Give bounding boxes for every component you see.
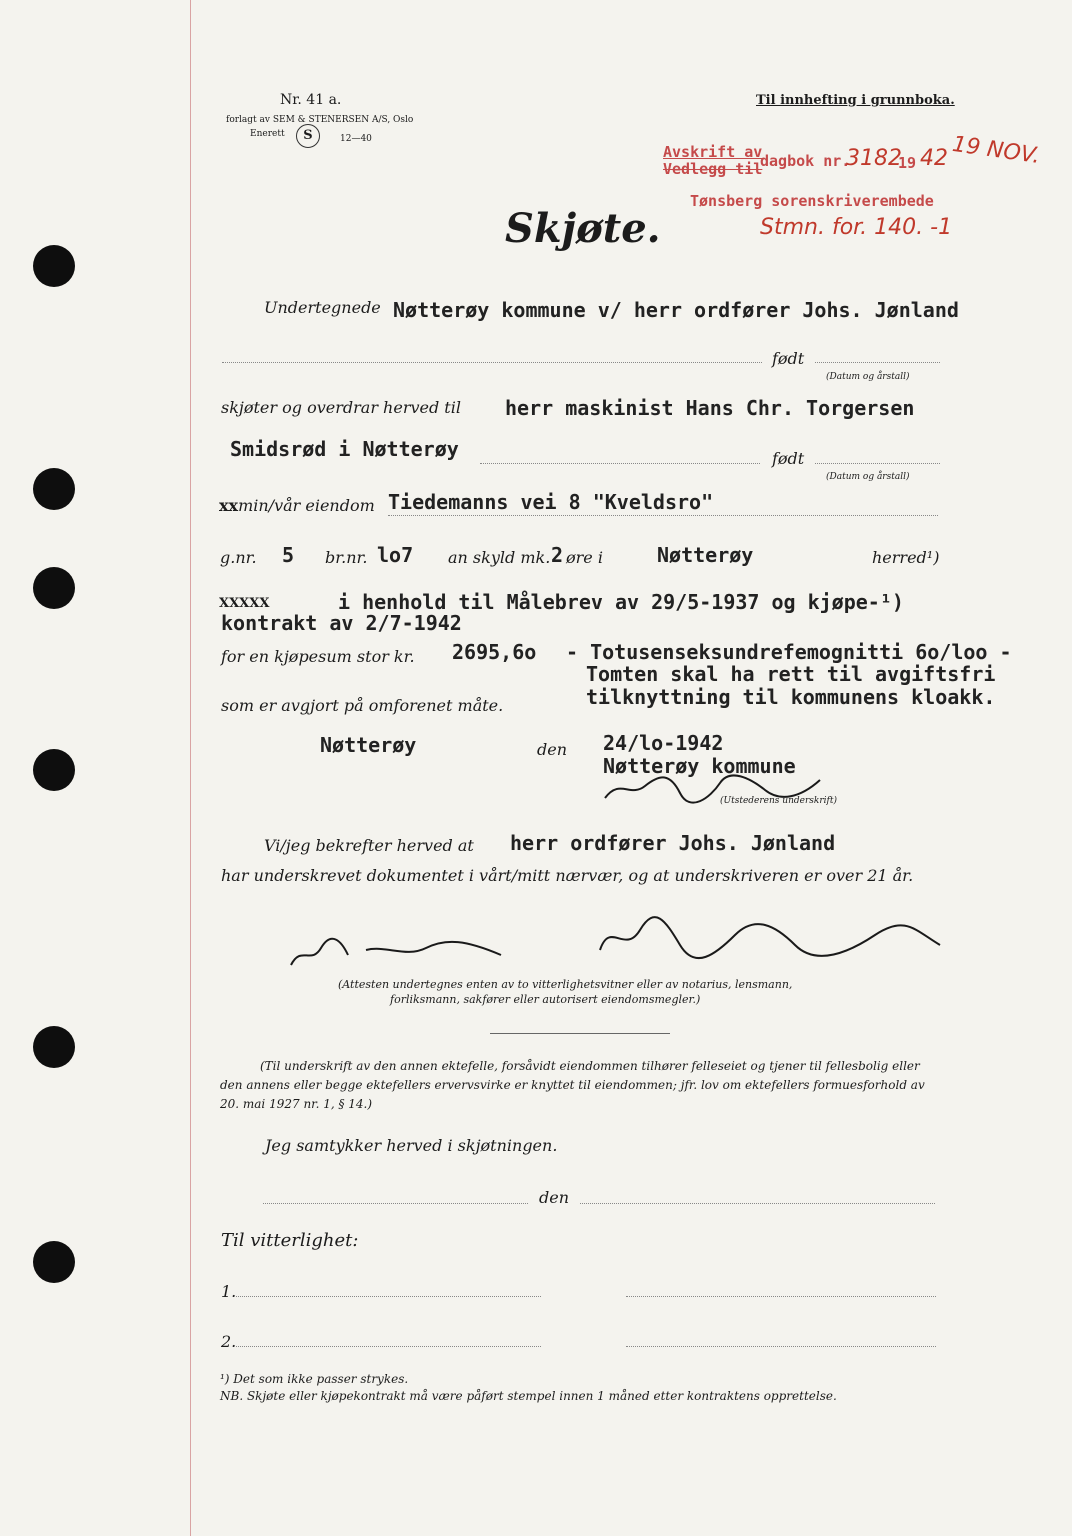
- eiendom-prefix: [219, 496, 375, 515]
- struck-out-text: XXXXX: [219, 596, 270, 611]
- stamp-handwritten-ref: Stmn. for. 140. -1: [760, 215, 953, 240]
- divider: [490, 1033, 670, 1034]
- extra-line1: Tomten skal ha rett til avgiftsfri: [586, 662, 996, 686]
- dotted-line: [263, 1203, 528, 1204]
- skyld-value: 2: [551, 543, 564, 567]
- den-label: den: [537, 740, 568, 759]
- punch-hole: [33, 1026, 75, 1068]
- eiendom-label: min/vår eiendom: [238, 496, 375, 515]
- dotted-line: [236, 1296, 541, 1297]
- kjopesum-label: for en kjøpesum stor kr.: [221, 647, 415, 666]
- datum-caption: (Datum og årstall): [826, 372, 910, 382]
- red-margin-line: [190, 0, 191, 1536]
- dotted-line: [815, 362, 940, 363]
- vitterlighet-label: Til vitterlighet:: [221, 1230, 359, 1251]
- print-code: 12—40: [340, 134, 372, 144]
- den2-label: den: [539, 1188, 570, 1207]
- property-name: Tiedemanns vei 8 "Kveldsro": [388, 490, 714, 514]
- undertegnede-label: Undertegnede: [264, 298, 381, 317]
- form-number: Nr. 41 a.: [280, 92, 342, 108]
- punch-hole: [33, 468, 75, 510]
- har-text: har underskrevet dokumentet i vårt/mitt nærvær, og at underskriveren er over 21 år.: [221, 866, 914, 885]
- publisher: forlagt av SEM & STENERSEN A/S, Oslo: [226, 115, 414, 125]
- witness-signature-2: [595, 910, 945, 975]
- skjoter-label: skjøter og overdrar herved til: [221, 398, 461, 417]
- stamp-office: Tønsberg sorenskriverembede: [690, 192, 934, 210]
- dotted-line: [626, 1346, 936, 1347]
- witness-2-label: 2.: [221, 1332, 237, 1351]
- grunnbok-note: Til innhefting i grunnboka.: [756, 93, 955, 108]
- spouse-note: (Til underskrift av den annen ektefelle, forsåvidt eiendommen tilhører felleseiet og tjener til fellesbolig eller den annens eller begge ektefellers ervervsvirke er knyttet til eiendommen; jfr. lov om ektefellers formuesforhold av 20. mai 1927 nr. 1, § 14.): [220, 1059, 925, 1111]
- kjopesum-words: - Totusenseksundrefemognitti 6o/loo -: [566, 640, 1012, 664]
- punch-hole: [33, 1241, 75, 1283]
- witness-signature-1: [286, 920, 526, 975]
- stamp-date: 19 NOV.: [950, 131, 1042, 170]
- punch-hole: [33, 567, 75, 609]
- buyer-name: herr maskinist Hans Chr. Torgersen: [505, 396, 915, 420]
- avgjort-label: som er avgjort på omforenet måte.: [221, 696, 504, 715]
- document-title: Skjøte.: [505, 205, 661, 252]
- footnote-2: NB. Skjøte eller kjøpekontrakt må være påført stempel innen 1 måned etter kontraktens opprettelse.: [220, 1389, 837, 1403]
- herred-label: herred¹): [872, 548, 940, 567]
- place-value: Nøtterøy: [320, 733, 417, 757]
- fodt2-label: født: [772, 449, 805, 468]
- datum2-caption: (Datum og årstall): [826, 472, 910, 482]
- attest-caption-1: (Attesten undertegnes enten av to vitterlighetsvitner eller av notarius, lensmann,: [338, 978, 793, 991]
- dotted-line: [580, 1203, 935, 1204]
- issuer-value: Nøtterøy kommune: [603, 754, 796, 778]
- punch-hole: [33, 749, 75, 791]
- extra-line2: tilknyttning til kommunens kloakk.: [586, 685, 996, 709]
- henhold-line1: i henhold til Målebrev av 29/5-1937 og kjøpe-¹): [338, 590, 904, 614]
- ore-label: øre i: [566, 548, 603, 567]
- stamp-avskrift: Avskrift av: [663, 143, 763, 161]
- stamp-vedlegg: Vedlegg til: [663, 160, 763, 178]
- brnr-value: lo7: [377, 543, 414, 567]
- seller-name: Nøtterøy kommune v/ herr ordfører Johs. Jønland: [393, 298, 959, 322]
- stamp-year: 42: [920, 146, 948, 171]
- dotted-line: [815, 463, 940, 464]
- vi-value: herr ordfører Johs. Jønland: [510, 831, 836, 855]
- dotted-line: [222, 362, 762, 363]
- rights: Enerett: [250, 129, 285, 139]
- dotted-line: [480, 463, 760, 464]
- stamp-dagbok: dagbok nr.: [760, 152, 851, 170]
- stamp-dagbok-number: 3182: [846, 146, 902, 171]
- date-value: 24/lo-1942: [603, 731, 724, 755]
- kommune-value: Nøtterøy: [657, 543, 754, 567]
- samtykker-text: Jeg samtykker herved i skjøtningen.: [265, 1136, 558, 1155]
- kjopesum-value: 2695,6o: [452, 640, 537, 664]
- dotted-line: [236, 1346, 541, 1347]
- witness-1-label: 1.: [221, 1282, 237, 1301]
- struck-out-text: xx: [219, 496, 239, 515]
- dotted-line: [388, 515, 938, 516]
- publisher-logo: S: [296, 124, 320, 148]
- vi-label: Vi/jeg bekrefter herved at: [264, 836, 474, 855]
- gnr-value: 5: [282, 543, 295, 567]
- fodt-label: født: [772, 349, 805, 368]
- henhold-line2: kontrakt av 2/7-1942: [221, 611, 462, 635]
- brnr-label: br.nr.: [325, 548, 368, 567]
- attest-caption-2: forliksmann, sakfører eller autorisert eiendomsmegler.): [390, 993, 701, 1006]
- issuer-signature-caption: (Utstederens underskrift): [720, 796, 837, 806]
- footnote-1: ¹) Det som ikke passer strykes.: [220, 1372, 409, 1386]
- skyld-label: an skyld mk.: [448, 548, 551, 567]
- punch-hole: [33, 245, 75, 287]
- dotted-line: [626, 1296, 936, 1297]
- stamp-year-prefix: 19: [898, 154, 917, 172]
- gnr-label: g.nr.: [220, 548, 257, 567]
- buyer-address: Smidsrød i Nøtterøy: [230, 437, 459, 461]
